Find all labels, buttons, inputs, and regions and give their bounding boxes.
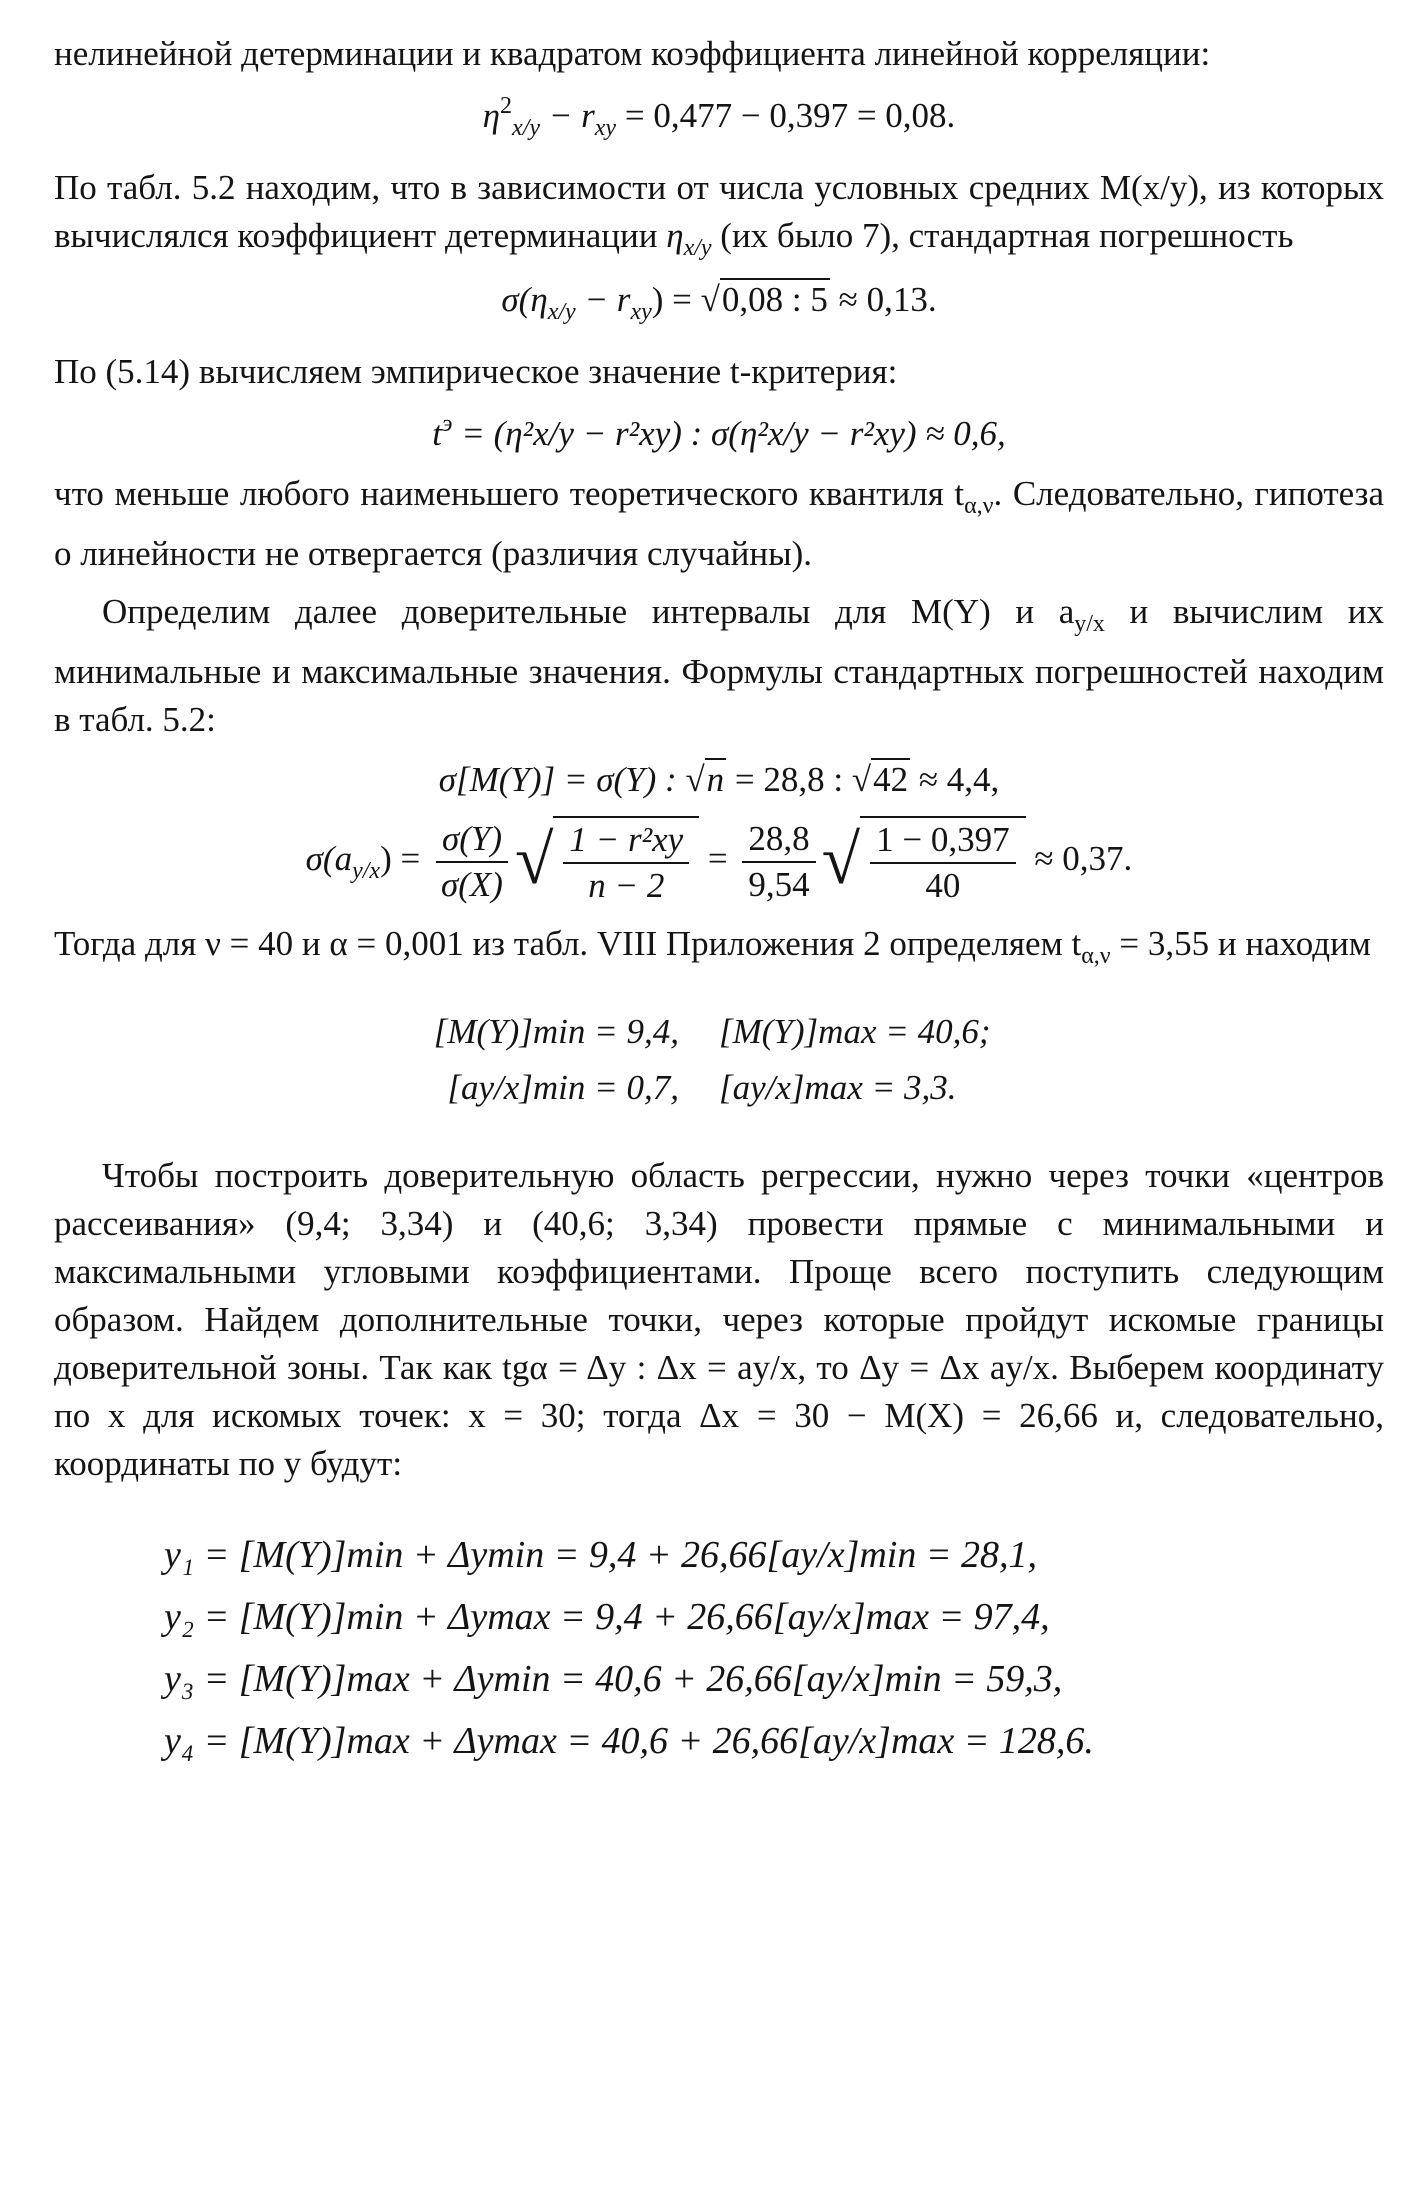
- p2-c: (их было 7), стандартная погрешность: [711, 216, 1294, 255]
- eq5-frac1: [435, 817, 509, 907]
- eq3-body: = (η²x/y − r²xy) : σ(η²x/y − r²xy) ≈ 0,6,: [452, 414, 1006, 453]
- paragraph-6: [54, 920, 1384, 980]
- paragraph-5: [54, 588, 1384, 744]
- equation-1: [54, 82, 1384, 152]
- p5-text: Определим далее доверительные интервалы для M(Y) и a: [102, 592, 1075, 631]
- eq4-rad2: 42: [873, 760, 909, 799]
- eq3-t: t: [432, 414, 442, 453]
- paragraph-1: нелинейной детерминации и квадратом коэффициента линейной корреляции:: [54, 34, 1211, 73]
- eq4-rhs: ≈ 4,4,: [910, 760, 1000, 799]
- eq5-lhs: σ(a: [305, 839, 353, 879]
- eq5-rhs: ≈ 0,37.: [1025, 839, 1133, 879]
- p4-end: . Следовательно, гипотеза о линейности не отвергается (различия случайны).: [54, 474, 1384, 573]
- paragraph-7: Чтобы построить доверительную область регрессии, нужно через точки «центров рассеивания» (9,4; 3,34) и (40,6; 3,34) провести прямые с минимальными и максимальными угловыми коэффициентами. Проще всего поступить следующим образом. Найдем дополнительные точки, через которые пройдут искомые границы доверительной зоны. Так как tgα = Δy : Δx = ay/x, то Δy = Δx ay/x. Выберем координату по x для искомых точек: x = 30; тогда Δx = 30 − M(X) = 26,66 и, следовательно, координаты по y будут:: [54, 1156, 1384, 1483]
- paragraph-4: [54, 470, 1384, 578]
- eq2-left: σ(η: [501, 280, 548, 319]
- p5-end: и вычислим их минимальные и максимальные значения. Формулы стандартных погрешностей находим в табл. 5.2:: [54, 592, 1384, 739]
- eq4-mid: = 28,8 :: [726, 760, 852, 799]
- y3-equation: y₃ = [M(Y)]max + Δymin = 40,6 + 26,66[ay/x]min = 59,3,: [164, 1658, 1063, 1700]
- bound-a-max: [ay/x]max = 3,3.: [719, 1068, 957, 1107]
- eq2-close: ) =: [651, 280, 701, 319]
- eq5-rad2-num: 1 − 0,397: [870, 818, 1016, 864]
- eq5-lhs-close: ) =: [380, 839, 429, 879]
- p2-eta: η: [666, 216, 684, 255]
- eq1-mid: − r: [540, 96, 595, 135]
- eq3-sup: э: [441, 411, 453, 437]
- eq5-sub: y/x: [352, 858, 381, 885]
- equation-5: [54, 816, 1384, 908]
- eq5-rad1-num: 1 − r²xy: [563, 818, 689, 864]
- eq2-mid: − r: [575, 280, 631, 319]
- y-equations: [164, 1524, 1384, 1772]
- bound-a-min: [ay/x]min = 0,7,: [447, 1068, 679, 1107]
- eq2-rhs: ≈ 0,13.: [829, 280, 937, 319]
- p6-end: = 3,55 и находим: [1110, 924, 1371, 963]
- eq5-f1-num: σ(Y): [436, 817, 508, 863]
- eq1-sub2: xy: [594, 115, 617, 141]
- y1-equation: y₁ = [M(Y)]min + Δymin = 9,4 + 26,66[ay/x]min = 28,1,: [164, 1534, 1037, 1576]
- eq5-frac2: [742, 817, 815, 907]
- eq1-sub: x/y: [512, 115, 541, 141]
- equation-4: σ[M(Y)] = σ(Y) : √n = 28,8 : √42 ≈ 4,4,: [438, 760, 1000, 799]
- eq1-lhs: η: [482, 96, 501, 135]
- eq2-radicand: 0,08 : 5: [721, 280, 828, 319]
- equation-2: $\sigma(\eta_{x/y} - r_{xy}) = √0,08$ : 5 ≈ 0,13.: [501, 280, 937, 325]
- y4-equation: y₄ = [M(Y)]max + Δymax = 40,6 + 26,66[ay/x]max = 128,6.: [164, 1720, 1094, 1762]
- bound-my-min: [M(Y)]min = 9,4,: [433, 1012, 679, 1051]
- paragraph-2: По табл. 5.2 находим, что в зависимости от числа условных средних M(x/y), из которых вычислялся коэффициент детерминации $\eta_{x/y}$ (их было 7), стандартная погрешность: [54, 168, 1384, 261]
- eq5-rad1-den: n − 2: [588, 866, 665, 905]
- equation-3: [54, 400, 1384, 458]
- y2-equation: y₂ = [M(Y)]min + Δymax = 9,4 + 26,66[ay/x]max = 97,4,: [164, 1596, 1050, 1638]
- eq5-f2-den: 9,54: [748, 865, 810, 904]
- p4-text: что меньше любого наименьшего теоретического квантиля t: [54, 474, 965, 513]
- eq1-rhs: = 0,477 − 0,397 = 0,08.: [616, 96, 956, 135]
- document-page: [54, 30, 1384, 1772]
- eq1-sup: 2: [500, 93, 513, 119]
- paragraph-3: По (5.14) вычисляем эмпирическое значение t-критерия:: [54, 352, 898, 391]
- eq4-lhs: σ[M(Y)] = σ(Y) :: [438, 760, 686, 799]
- eq5-rad2-den: 40: [925, 866, 961, 905]
- eq5-sqrt2: √ $\frac{1 - 0,397}{40}$: [822, 816, 1026, 908]
- eq5-sqrt1: √ $\frac{\text{1 − r²xy}}{n - 2}$: [515, 816, 699, 908]
- p5-sub: y/x: [1074, 611, 1105, 637]
- p6-text: Тогда для ν = 40 и α = 0,001 из табл. VIII Приложения 2 определяем t: [54, 924, 1082, 963]
- bounds-grid: [54, 1004, 1384, 1116]
- eq4-rad: n: [706, 760, 725, 799]
- eq5-f1-den: σ(X): [440, 865, 503, 904]
- p2-a: По табл. 5.2 находим, что в зависимости от числа условных средних M(x/y), из которых вычислялся коэффициент детерминации: [54, 168, 1384, 255]
- p4-sub: α,ν: [964, 493, 994, 519]
- eq5-f2-num: 28,8: [742, 817, 815, 863]
- eq5-eqsign: =: [699, 839, 737, 879]
- bound-my-max: [M(Y)]max = 40,6;: [719, 1012, 991, 1051]
- p6-sub: α,ν: [1081, 943, 1111, 969]
